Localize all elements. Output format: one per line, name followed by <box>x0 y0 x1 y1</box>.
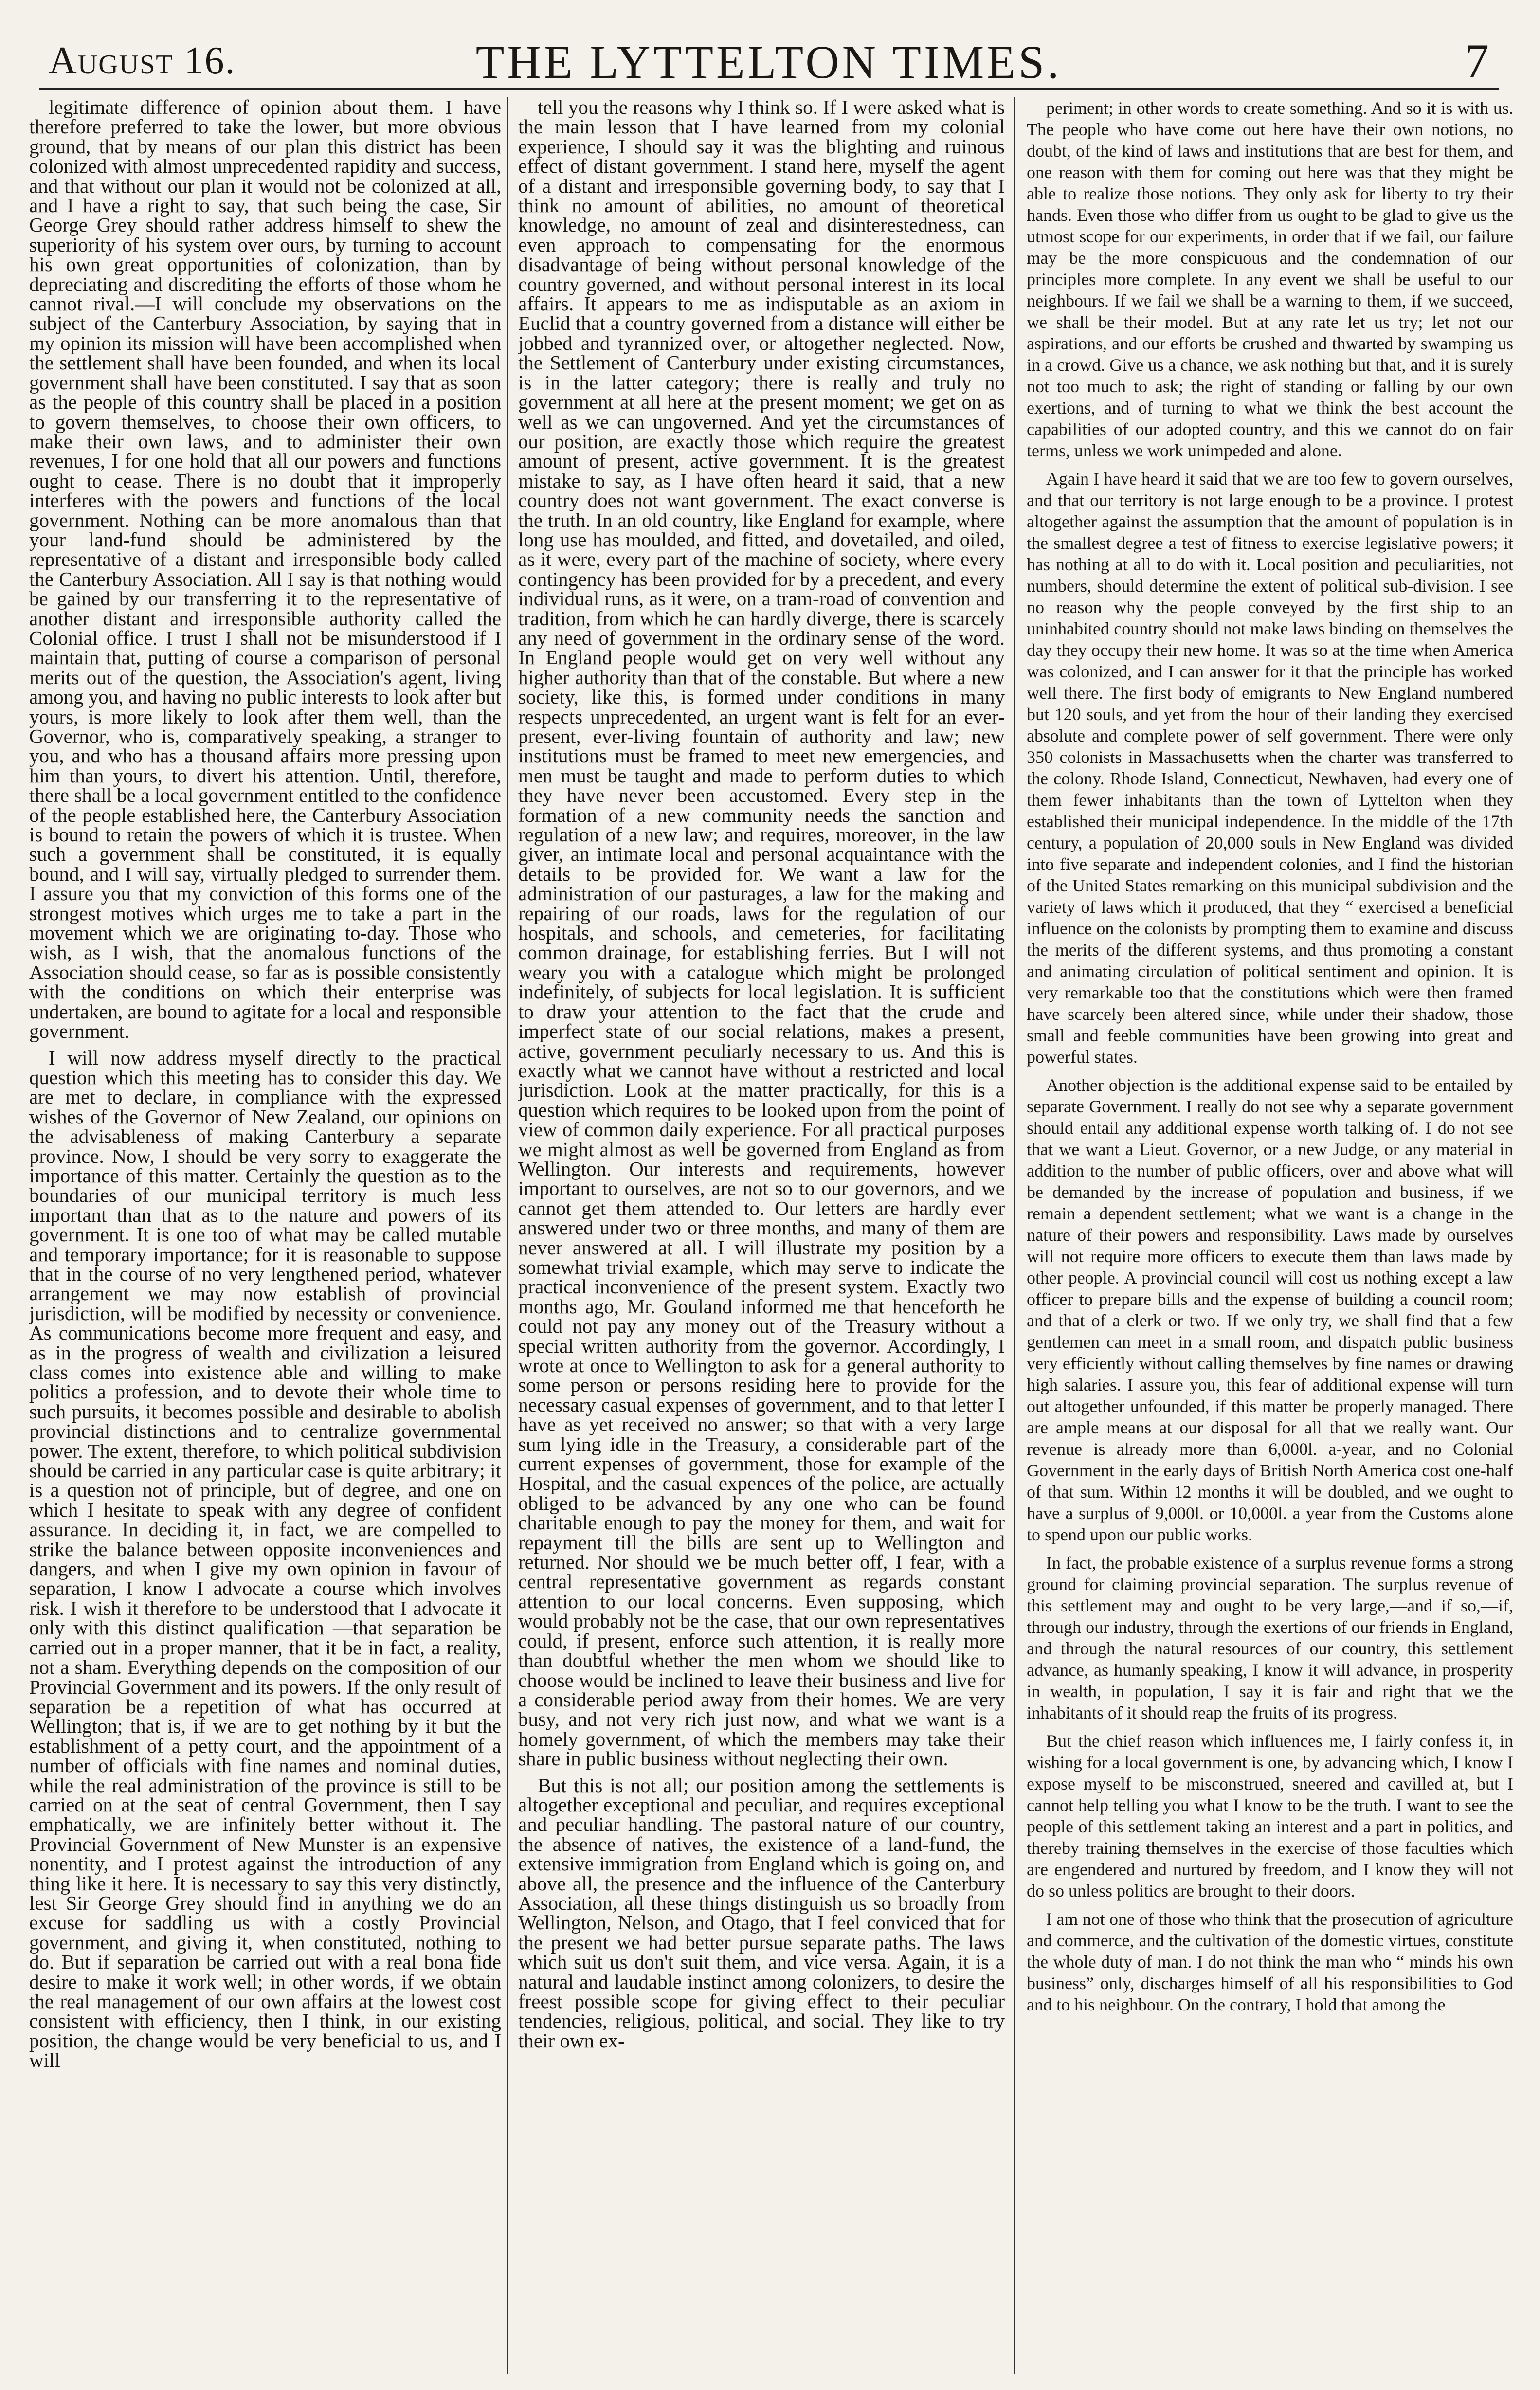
paragraph: legitimate difference of opinion about them. I have therefore preferred to take the lower, but more obvious ground, that by means of our plan this district has been colonized with almost unprecedented rapidity and success, and that without our plan it would not be colonized at all, and I have a right to say, that such being the case, Sir George Grey should rather address himself to shew the superiority of his system over ours, by turning to account his own great opportunities of colonization, than by depreciating and discrediting the efforts of those whom he cannot rival.—I will conclude my observations on the subject of the Canterbury Association, by saying that in my opinion its mission will have been accomplished when the settlement shall have been founded, and when its local government shall have been constituted. I say that as soon as the people of this country shall be placed in a position to govern themselves, to choose their own officers, to make their own laws, and to administer their own revenues, I for one hold that all our powers and functions ought to cease. There is no doubt that it improperly interferes with the powers and functions of the local government. Nothing can be more anomalous than that your land-fund should be administered by the representative of a distant and irresponsible body called the Canterbury Association. All I say is that nothing would be gained by our transferring it to the representative of another distant and irresponsible authority called the Colonial office. I trust I shall not be misunderstood if I maintain that, putting of course a comparison of personal merits out of the question, the Association's agent, living among you, and having no public interests to look after but yours, is more likely to look after them well, than the Governor, who is, comparatively speaking, a stranger to you, and who has a thousand affairs more pressing upon him than yours, to divert his attention. Until, therefore, there shall be a local government entitled to the confidence of the people established here, the Canterbury Association is bound to retain the powers of which it is trustee. When such a government shall be constituted, it is equally bound, and I will say, virtually pledged to surrender them. I assure you that my conviction of this forms one of the strongest motives which urges me to take a part in the movement which we are originating to-day. Those who wish, as I wish, that the anomalous functions of the Association should cease, so far as is possible consistently with the conditions on which their enterprise was undertaken, are bound to agitate for a local and responsible government. <box>29 97 501 1043</box>
article-columns <box>29 97 1513 2374</box>
paragraph: Again I have heard it said that we are too few to govern ourselves, and that our territory is not large enough to be a province. I protest altogether against the assumption that the amount of population is in the smallest degree a test of fitness to exercise legislative powers; it has nothing at all to do with it. Local position and peculiarities, not numbers, should determine the extent of political sub-division. I see no reason why the people conveyed by the first ship to an uninhabited country should not make laws binding on themselves the day they occupy their new home. It was so at the time when America was colonized, and I can answer for it that the principle has worked well there. The first body of emigrants to New England numbered but 120 souls, and yet from the hour of their landing they exercised absolute and complete power of self government. There were only 350 colonists in Massachusetts when the charter was transferred to the colony. Rhode Island, Connecticut, Newhaven, had every one of them fewer inhabitants than the town of Lyttelton when they established their municipal independence. In the middle of the 17th century, a population of 20,000 souls in New England was divided into five separate and independent colonies, and I find the historian of the United States remarking on this municipal subdivision and the variety of laws which it produced, that they “ exercised a beneficial influence on the colonists by prompting them to examine and discuss the merits of the different systems, and thus promoting a constant and animating circulation of political sentiment and opinion. It is very remarkable too that the constitutions which were then framed have scarcely been altered since, while under their shadow, those small and feeble communities have been growing into great and powerful states. <box>1027 469 1513 1067</box>
page-number: 7 <box>1465 34 1489 88</box>
paragraph: Another objection is the additional expense said to be entailed by separate Government. I really do not see why a separate government should entail any additional expense worth talking of. I do not see that we want a Lieut. Governor, or a new Judge, or any material in addition to the number of public officers, over and above what will be demanded by the increase of population and business, if we remain a dependent settlement; what we want is a change in the nature of their powers and responsibility. Laws made by ourselves will not require more officers to execute them than laws made by other people. A provincial council will cost us nothing except a law officer to prepare bills and the expense of building a council room; and that of a clerk or two. If we only try, we shall find that a few gentlemen can meet in a small room, and dispatch public business very efficiently without calling themselves by fine names or drawing high salaries. I assure you, this fear of additional expense will turn out altogether unfounded, if this matter be properly managed. There are ample means at our disposal for all that we really want. Our revenue is already more than 6,000l. a-year, and no Colonial Government in the early days of British North America cost one-half of that sum. Within 12 months it will be doubled, and we ought to have a surplus of 9,000l. or 10,000l. a year from the Customs alone to spend upon our public works. <box>1027 1075 1513 1544</box>
paragraph: periment; in other words to create something. And so it is with us. The people who have come out here have their own notions, no doubt, of the kind of laws and institutions that are best for them, and one reason with them for coming out here was that they might be able to realize those notions. They only ask for liberty to try their hands. Even those who differ from us ought to be glad to give us the utmost scope for our experiments, in order that if we fail, our failure may be the more conspicuous and the condemnation of our principles more complete. In any event we shall be useful to our neighbours. If we fail we shall be a warning to them, if we succeed, we shall be their model. But at any rate let us try; let not our aspirations, and our efforts be crushed and thwarted by swamping us in a crowd. Give us a chance, we ask nothing but that, and it is surely not too much to ask; the right of standing or falling by our own exertions, and of turning to what we think the best account the capabilities of our adopted country, and this we cannot do on fair terms, unless we work unimpeded and alone. <box>1027 98 1513 460</box>
column-1 <box>29 97 501 2374</box>
paragraph: I am not one of those who think that the prosecution of agriculture and commerce, and the cultivation of the domestic virtues, constitute the whole duty of man. I do not think the man who “ minds his own business” only, discharges himself of all his responsibilities to God and to his neighbour. On the contrary, I hold that among the <box>1027 1909 1513 2014</box>
column-2 <box>518 97 1005 2374</box>
column-3 <box>1027 97 1513 2374</box>
paragraph: I will now address myself directly to the practical question which this meeting has to consider this day. We are met to declare, in compliance with the expressed wishes of the Governor of New Zealand, our opinions on the advisableness of making Canterbury a separate province. Now, I should be very sorry to exaggerate the importance of this matter. Certainly the question as to the boundaries of our municipal territory is much less important than that as to the nature and powers of its government. It is one too of what may be called mutable and temporary importance; for it is reasonable to suppose that in the course of no very lengthened period, whatever arrangement we may now establish of provincial jurisdiction, will be modified by necessity or convenience. As communications become more frequent and easy, and as in the progress of wealth and civilization a leisured class comes into existence able and willing to make politics a profession, and to devote their whole time to such pursuits, it becomes possible and desirable to abolish provincial distinctions and to centralize governmental power. The extent, therefore, to which political subdivision should be carried in any particular case is quite arbitrary; it is a question not of principle, but of degree, and one on which I hesitate to speak with any degree of confident assurance. In deciding it, in fact, we are compelled to strike the balance between opposite inconveniences and dangers, and when I give my own opinion in favour of separation, I know I advocate a course which involves risk. I wish it therefore to be understood that I advocate it only with this distinct qualification —that separation be carried out in a proper manner, that it be in fact, a reality, not a sham. Everything depends on the composition of our Provincial Government and its powers. If the only result of separation be a repetition of what has occurred at Wellington; that is, if we are to get nothing by it but the establishment of a petty court, and the appointment of a number of officials with fine names and nominal duties, while the real administration of the province is still to be carried on at the seat of central Government, then I say emphatically, we are infinitely better without it. The Provincial Government of New Munster is an expensive nonentity, and I protest against the introduction of any thing like it here. It is necessary to say this very distinctly, lest Sir George Grey should find in anything we do an excuse for saddling us with a costly Provincial government, and giving it, when constituted, nothing to do. But if separation be carried out with a real bona fide desire to make it work well; in other words, if we obtain the real management of our own affairs at the lowest cost consistent with efficiency, then I think, in our existing position, the change would be very beneficial to us, and I will <box>29 1046 501 2072</box>
paragraph: tell you the reasons why I think so. If I were asked what is the main lesson that I have learned from my colonial experience, I should say it was the blighting and ruinous effect of distant government. I stand here, myself the agent of a distant and irresponsible governing body, to say that I think no amount of abilities, no amount of theoretical knowledge, no amount of zeal and disinterestedness, can even approach to compensating for the enormous disadvantage of being without personal knowledge of the country governed, and without personal interest in its local affairs. It appears to me as indisputable as an axiom in Euclid that a country governed from a distance will either be jobbed and tyrannized over, or altogether neglected. Now, the Settlement of Canterbury under existing circumstances, is in the latter category; there is really and truly no government at all here at the present moment; we get on as well as we can ungoverned. And yet the circumstances of our position, are exactly those which require the greatest amount of present, active government. It is the greatest mistake to say, as I have often heard it said, that a new country does not want government. The exact converse is the truth. In an old country, like England for example, where long use has moulded, and fitted, and dovetailed, and oiled, as it were, every part of the machine of society, where every contingency has been provided for by a precedent, and every individual runs, as it were, on a tram-road of convention and tradition, from which he can hardly diverge, there is scarcely any need of government in the ordinary sense of the word. In England people would get on very well without any higher authority than that of the constable. But where a new society, like this, is formed under conditions in many respects unprecedented, an urgent want is felt for an ever-present, ever-living fountain of authority and law; new institutions must be framed to meet new emergencies, and men must be taught and made to perform duties to which they have never been accustomed. Every step in the formation of a new community needs the sanction and regulation of a new law; and requires, moreover, in the law giver, an intimate local and personal acquaintance with the details to be provided for. We want a law for the administration of our pasturages, a law for the making and repairing of our roads, laws for the regulation of our hospitals, and schools, and cemeteries, for facilitating common drainage, for establishing ferries. But I will not weary you with a catalogue which might be prolonged indefinitely, of subjects for local legislation. It is sufficient to draw your attention to the fact that the crude and imperfect state of our social relations, makes a present, active, government peculiarly necessary to us. And this is exactly what we cannot have without a restricted and local jurisdiction. Look at the matter practically, for this is a question which requires to be looked upon from the point of view of common daily experience. For all practical purposes we might almost as well be governed from England as from Wellington. Our interests and requirements, however important to ourselves, are not so to our governors, and we cannot get them attended to. Our letters are hardly ever answered under two or three months, and many of them are never answered at all. I will illustrate my position by a somewhat trivial example, which may serve to indicate the practical inconvenience of the present system. Exactly two months ago, Mr. Gouland informed me that henceforth he could not pay any money out of the Treasury without a special written authority from the governor. Accordingly, I wrote at once to Wellington to ask for a general authority to some person or persons residing here to provide for the necessary casual expenses of government, and to that letter I have as yet received no answer; so that with a very large sum lying idle in the Treasury, a considerable part of the current expenses of government, those for example of the Hospital, and the casual expences of the police, are actually obliged to be advanced by any one who can be found charitable enough to pay the money for them, and wait for repayment till the bills are sent up to Wellington and returned. Nor should we be much better off, I fear, with a central representative government as regards constant attention to our local concerns. Even supposing, which would probably not be the case, that our own representatives could, if present, enforce such attention, it is really more than doubtful whether the men whom we should like to choose would be inclined to leave their business and live for a considerable period away from their homes. We are very busy, and not very rich just now, and what we want is a homely government, of which the members may take their share in public business without neglecting their own. <box>518 97 1005 1770</box>
masthead <box>39 24 1499 90</box>
newspaper-title: THE LYTTELTON TIMES. <box>475 36 1062 88</box>
paragraph: In fact, the probable existence of a surplus revenue forms a strong ground for claiming provincial separation. The surplus revenue of this settlement may and ought to be very large,—and if so,—if, through our industry, through the exertions of our friends in England, and through the natural resources of our country, this settlement advance, as humanly speaking, I know it will advance, in prosperity in wealth, in population, I say it is fair and right that we the inhabitants of it should reap the fruits of its progress. <box>1027 1553 1513 1722</box>
paragraph: But this is not all; our position among the settlements is altogether exceptional and peculiar, and requires exceptional and peculiar handling. The pastoral nature of our country, the absence of natives, the existence of a land-fund, the extensive immigration from England which is going on, and above all, the presence and the influence of the Canterbury Association, all these things distinguish us so broadly from Wellington, Nelson, and Otago, that I feel conviced that for the present we had better pursue separate paths. The laws which suit us don't suit them, and vice versa. Again, it is a natural and laudable instinct among colonizers, to desire the freest possible scope for giving effect to their peculiar tendencies, religious, political, and social. They like to try their own ex- <box>518 1774 1005 2052</box>
issue-date: August 16. <box>49 39 236 82</box>
paragraph: But the chief reason which influences me, I fairly confess it, in wishing for a local government is one, by advancing which, I know I expose myself to be misconstrued, sneered and cavilled at, but I cannot help telling you what I know to be the truth. I want to see the people of this settlement taking an interest and a part in politics, and thereby training themselves in the exercise of those faculties which are engendered and nurtured by freedom, and I know they will not do so unless politics are brought to their doors. <box>1027 1731 1513 1901</box>
